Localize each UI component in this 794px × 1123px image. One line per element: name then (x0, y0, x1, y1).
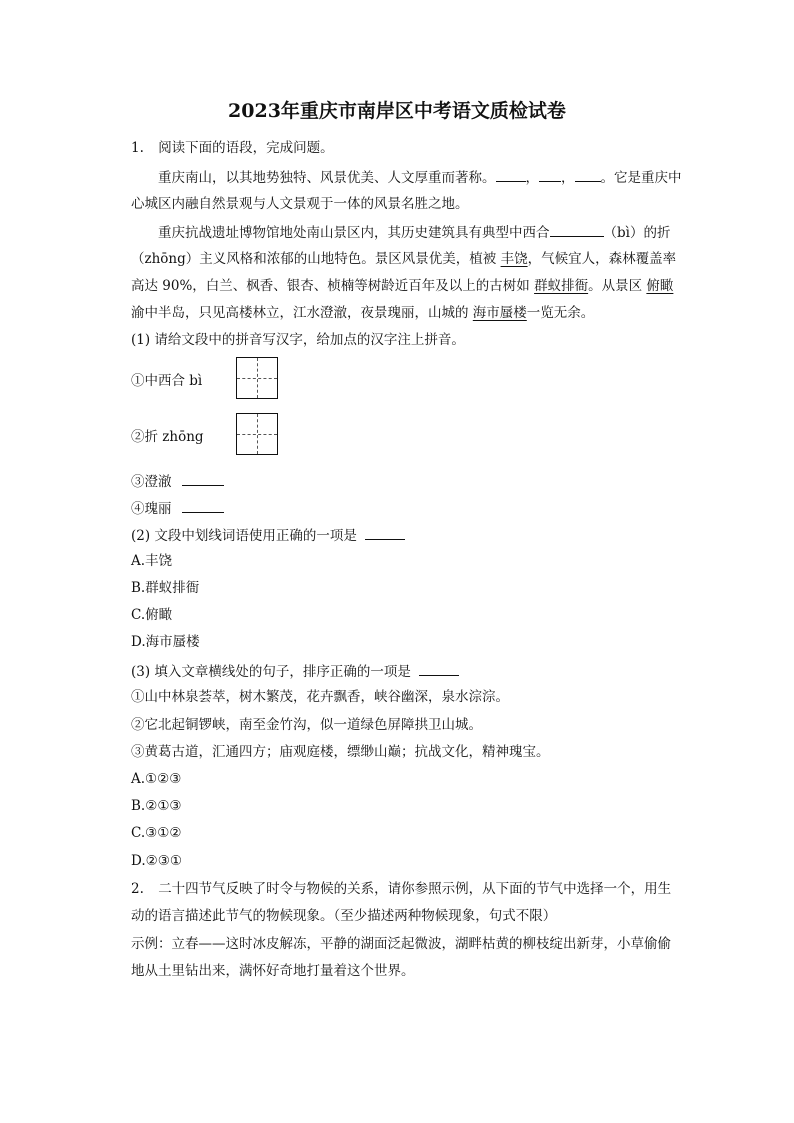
sub2-option-d: D.海市蜃楼 (131, 634, 200, 650)
answer-blank[interactable] (365, 525, 405, 540)
paragraph-2-line-2 (131, 250, 676, 268)
passage-text: 。它是重庆中 (600, 170, 682, 186)
example-line-2: 地从土里钻出来，满怀好奇地打量着这个世界。 (131, 963, 415, 979)
sub1-item-guili (131, 498, 224, 518)
stem-text: (2) 文段中划线词语使用正确的一项是 (131, 528, 357, 544)
sub1-item-chengche (131, 471, 224, 491)
answer-blank (575, 167, 601, 182)
question-text: 二十四节气反映了时令与物候的关系，请你参照示例，从下面的节气中选择一个，用生 (158, 881, 672, 897)
passage-text: 。从景区 (588, 278, 643, 294)
question-2-line-1 (131, 880, 671, 898)
tianzige-writing-box[interactable] (236, 413, 278, 455)
item-text: ④瑰丽 (131, 501, 172, 517)
sub2-option-b: B.群蚁排衙 (131, 580, 200, 596)
item-text: ③澄澈 (131, 474, 172, 490)
answer-blank[interactable] (419, 661, 459, 676)
sub3-sentence-3: ③黄葛古道，汇通四方；庙观庭楼，缥缈山巅；抗战文化，精神瑰宝。 (131, 744, 550, 760)
sub2-option-a: A.丰饶 (131, 553, 173, 569)
question-1-header (131, 139, 334, 157)
question-2-line-2: 动的语言描述此节气的物候现象。（至少描述两种物候现象，句式不限） (131, 908, 557, 924)
sub3-option-c: C.③①② (131, 825, 182, 841)
passage-text: （zhōng）主义风格和浓郁的山地特色。景区风景优美，植被 (131, 251, 497, 267)
answer-blank (550, 222, 604, 237)
passage-text: 重庆南山，以其地势独特、风景优美、人文厚重而著称。 (158, 170, 496, 186)
question-prompt: 阅读下面的语段，完成问题。 (158, 140, 334, 156)
answer-blank[interactable] (182, 498, 224, 513)
passage-text: 一览无余。 (526, 305, 595, 321)
answer-blank (539, 167, 561, 182)
punctuation: ， (561, 170, 575, 186)
underlined-word-haishi: 海市蜃楼 (472, 305, 527, 321)
tianzige-writing-box[interactable] (236, 357, 278, 399)
sub2-option-c: C.俯瞰 (131, 607, 173, 623)
answer-blank (496, 167, 526, 182)
passage-text: 重庆抗战遗址博物馆地处南山景区内，其历史建筑具有典型中西合 (158, 225, 550, 241)
passage-text: （bì）的折 (603, 225, 671, 241)
sub3-option-d: D.②③① (131, 853, 182, 869)
page-title: 2023年重庆市南岸区中考语文质检试卷 (228, 100, 566, 122)
sub-question-1-stem: (1) 请给文段中的拼音写汉字，给加点的汉字注上拼音。 (131, 332, 465, 348)
sub3-option-a: A.①②③ (131, 771, 182, 787)
sub3-sentence-2: ②它北起铜锣峡，南至金竹沟，似一道绿色屏障拱卫山城。 (131, 717, 482, 733)
underlined-word-qunyi: 群蚁排衙 (534, 278, 589, 294)
example-line-1: 示例：立春——这时冰皮解冻，平静的湖面泛起微波，湖畔枯黄的柳枝绽出新芽，小草偷偷 (131, 936, 671, 952)
paragraph-2-line-1 (158, 222, 670, 242)
punctuation: ， (525, 170, 539, 186)
passage-text: 高达 90%，白兰、枫香、银杏、桢楠等树龄近百年及以上的古树如 (131, 278, 530, 294)
paragraph-1-line-2: 心城区内融自然景观与人文景观于一体的风景名胜之地。 (131, 196, 469, 212)
sub-question-3-stem (131, 661, 459, 681)
passage-text: 渝中半岛，只见高楼林立，江水澄澈，夜景瑰丽，山城的 (131, 305, 469, 321)
question-number: 1. (131, 140, 144, 156)
question-number: 2. (131, 881, 144, 897)
stem-text: (3) 填入文章横线处的句子，排序正确的一项是 (131, 664, 411, 680)
passage-text: ，气候宜人，森林覆盖率 (527, 251, 677, 267)
underlined-word-fengrao: 丰饶 (500, 251, 528, 267)
sub1-item-bi: ①中西合 bì (131, 373, 203, 389)
underlined-word-fukan: 俯瞰 (646, 278, 674, 294)
answer-blank[interactable] (182, 471, 224, 486)
paragraph-1-line-1 (158, 167, 682, 187)
sub3-sentence-1: ①山中林泉荟萃，树木繁茂，花卉飘香，峡谷幽深，泉水淙淙。 (131, 689, 509, 705)
paragraph-2-line-3 (131, 277, 673, 295)
sub3-option-b: B.②①③ (131, 798, 182, 814)
sub1-item-zhong: ②折 zhōng (131, 429, 204, 445)
paragraph-2-line-4 (131, 304, 594, 322)
sub-question-2-stem (131, 525, 405, 545)
